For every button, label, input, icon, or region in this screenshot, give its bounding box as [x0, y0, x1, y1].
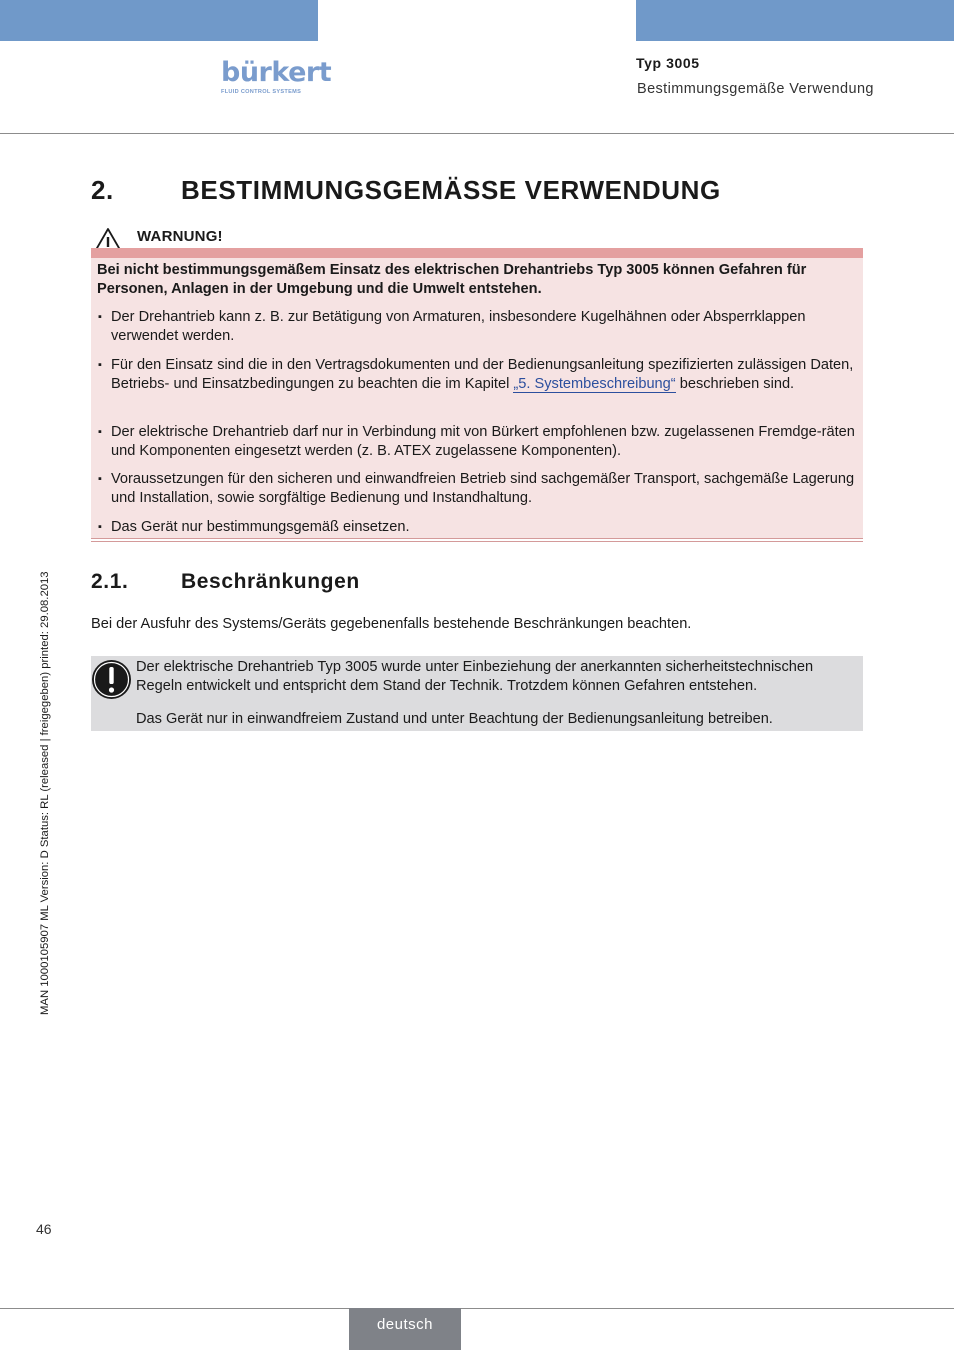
bullet-marker: ▪	[98, 426, 102, 438]
chapter-number: 2.	[91, 175, 114, 205]
warning-bullet-5: Das Gerät nur bestimmungsgemäß einsetzen.	[111, 519, 410, 535]
warning-bullet-3: Der elektrische Drehantrieb darf nur in Verbindung mit von Bürkert empfohlenen bzw. zugelassenen Fremdge-räten und Komponenten eingesetzt werden (z. B. ATEX zugelassene Komponenten).	[111, 424, 855, 459]
footer-language-label: deutsch	[376, 1316, 434, 1333]
logo-wordmark: bürkert	[221, 57, 332, 88]
subsection-body: Bei der Ausfuhr des Systems/Geräts gegebenenfalls bestehende Beschränkungen beachten.	[91, 616, 692, 632]
warning-intro: Bei nicht bestimmungsgemäßem Einsatz des elektrischen Drehantriebs Typ 3005 können Gefahren für Personen, Anlagen in der Umgebung und die Umwelt entstehen.	[97, 262, 807, 297]
bullet-marker: ▪	[98, 521, 102, 533]
subsection-title: Beschränkungen	[181, 570, 360, 593]
header-section-title: Bestimmungsgemäße Verwendung	[637, 81, 874, 97]
warning-bullet-4: Voraussetzungen für den sicheren und einwandfreien Betrieb sind sachgemäßer Transport, sachgemäße Lagerung und Installation, sowie sorgfältige Bedienung und Instandhaltung.	[111, 471, 855, 506]
header-bar-right	[636, 0, 954, 41]
burkert-logo	[221, 57, 332, 98]
warning-bottom-rule-2	[91, 541, 863, 542]
footer-divider	[0, 1308, 954, 1309]
bullet-marker: ▪	[98, 473, 102, 485]
exclamation-circle-icon	[91, 659, 132, 700]
bullet-marker: ▪	[98, 311, 102, 323]
note-paragraph-2: Das Gerät nur in einwandfreiem Zustand und unter Beachtung der Bedienungsanleitung betreiben.	[136, 711, 773, 727]
header-doc-type: Typ 3005	[636, 55, 700, 71]
warning-header-band	[91, 248, 863, 258]
page-number: 46	[36, 1221, 52, 1237]
note-paragraph-1: Der elektrische Drehantrieb Typ 3005 wurde unter Einbeziehung der anerkannten sicherheitstechnischen Regeln entwickelt und entspricht dem Stand der Technik. Trotzdem können Gefahren entstehen.	[136, 659, 814, 694]
bullet-marker: ▪	[98, 359, 102, 371]
chapter-5-link[interactable]: „5. Systembeschreibung“	[513, 376, 676, 392]
warning-bullet-2-suffix: beschrieben sind.	[679, 376, 795, 392]
warning-label: WARNUNG!	[137, 228, 223, 245]
header-bar-left	[0, 0, 318, 41]
chapter-title: BESTIMMUNGSGEMÄSSE VERWENDUNG	[181, 175, 721, 205]
warning-bullet-2-text: Für den Einsatz sind die in den Vertragsdokumenten und der Bedienungsanleitung spezifizierten zulässigen Daten, Betriebs- und Einsatzbedingungen zu beachten die im Kapitel	[111, 357, 854, 392]
logo-tagline: FLUID CONTROL SYSTEMS	[221, 89, 302, 95]
warning-bottom-rule	[91, 538, 863, 539]
subsection-number: 2.1.	[91, 570, 129, 593]
document-metadata-sidebar: MAN 1000105907 ML Version: D Status: RL (released | freigegeben) printed: 29.08.2013	[39, 571, 51, 1015]
warning-bullet-2	[111, 356, 859, 394]
warning-bullet-1: Der Drehantrieb kann z. B. zur Betätigung von Armaturen, insbesondere Kugelhähnen oder Absperrklappen verwendet werden.	[111, 309, 806, 344]
header-divider	[0, 133, 954, 134]
